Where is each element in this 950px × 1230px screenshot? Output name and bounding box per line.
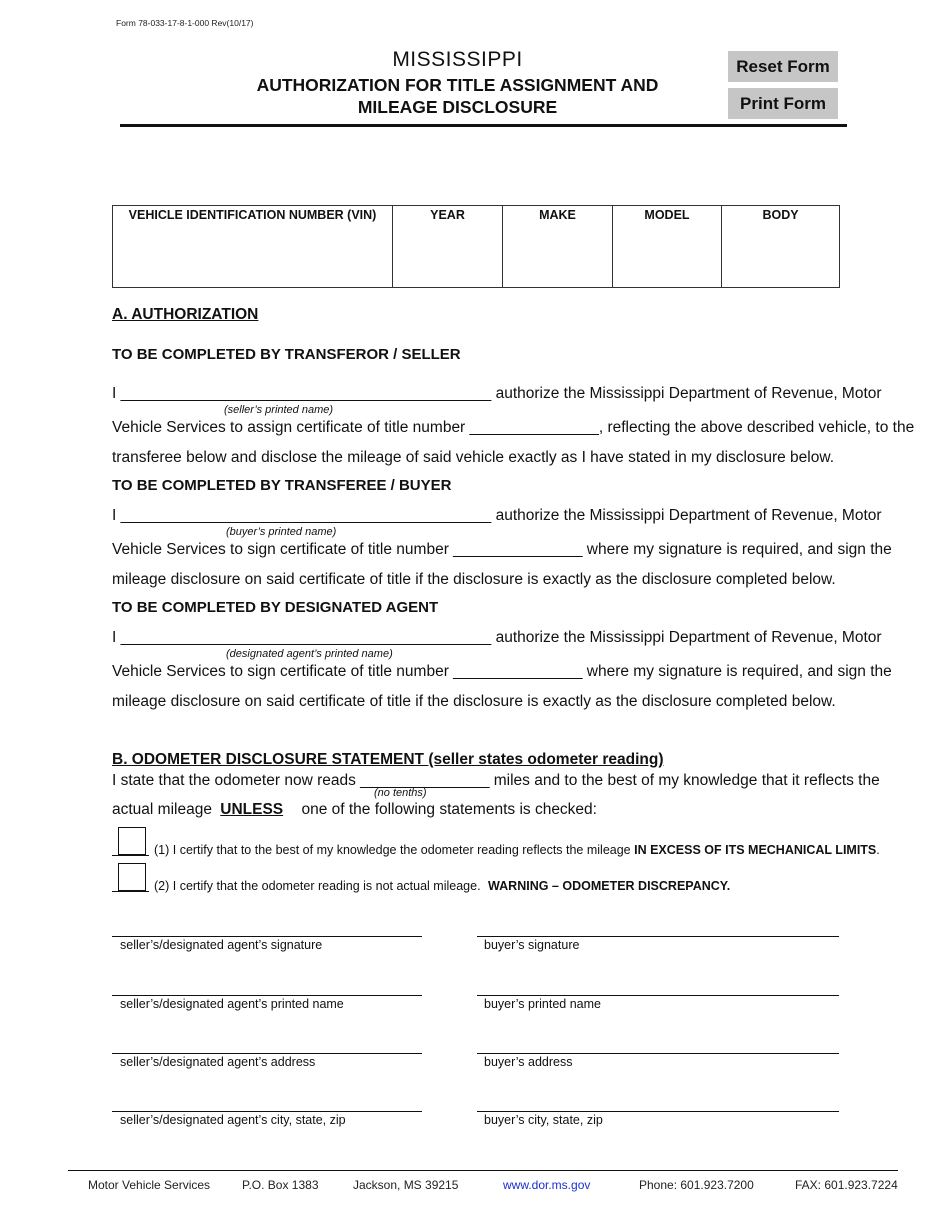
print-form-button[interactable]: Print Form (728, 88, 838, 119)
footer-website-link[interactable]: www.dor.ms.gov (503, 1178, 591, 1192)
agent-heading: TO BE COMPLETED BY DESIGNATED AGENT (112, 599, 439, 616)
seller-signature-label: seller’s/designated agent’s signature (120, 938, 323, 952)
seller-heading: TO BE COMPLETED BY TRANSFEROR / SELLER (112, 346, 461, 363)
excess-mechanical-limits: IN EXCESS OF ITS MECHANICAL LIMITS (634, 843, 877, 857)
form-number: Form 78-033-17-8-1-000 Rev(10/17) (116, 18, 254, 28)
title-line-2: MILEAGE DISCLOSURE (357, 97, 558, 117)
footer-city: Jackson, MS 39215 (353, 1178, 459, 1192)
footer-po-box: P.O. Box 1383 (242, 1178, 319, 1192)
make-header: MAKE (539, 208, 576, 222)
body-column[interactable] (722, 206, 840, 288)
vin-column[interactable] (113, 206, 393, 288)
seller-address-line[interactable] (112, 1053, 422, 1054)
year-header: YEAR (430, 208, 465, 222)
certify-not-actual-text (154, 879, 730, 893)
buyer-line-2[interactable]: Vehicle Services to sign certificate of title number _______________ where my signature is required, and sign the (112, 541, 892, 558)
reset-form-button[interactable]: Reset Form (728, 51, 838, 82)
odometer-discrepancy-warning: WARNING – ODOMETER DISCREPANCY. (488, 879, 731, 893)
buyer-address-label: buyer’s address (484, 1055, 573, 1069)
buyer-heading: TO BE COMPLETED BY TRANSFEREE / BUYER (112, 477, 452, 494)
body-input[interactable] (727, 244, 835, 261)
certify-excess-label: (1) I certify that to the best of my knowledge the odometer reading reflects the mileage (154, 843, 631, 857)
vin-input[interactable] (126, 244, 379, 261)
certify-excess-text (154, 843, 880, 857)
footer-department: Motor Vehicle Services (88, 1178, 211, 1192)
buyer-printed-name-label: buyer’s printed name (484, 997, 601, 1011)
buyer-signature-line[interactable] (477, 936, 839, 937)
make-input[interactable] (507, 244, 607, 261)
footer-phone: Phone: 601.923.7200 (639, 1178, 754, 1192)
buyer-line-3: mileage disclosure on said certificate of title if the disclosure is exactly as the disclosure completed below. (112, 571, 836, 588)
buyer-city-label: buyer’s city, state, zip (484, 1113, 603, 1127)
buyer-line-1[interactable]: I ___________________________________________ authorize the Mississippi Department of Revenue, Motor (112, 507, 882, 524)
header-divider (120, 124, 847, 127)
seller-name-caption: (seller’s printed name) (224, 404, 334, 416)
seller-line-3: transferee below and disclose the mileage of said vehicle exactly as I have stated in my disclosure below. (112, 449, 834, 466)
state-title: MISSISSIPPI (392, 48, 523, 71)
footer-divider (68, 1170, 898, 1171)
no-tenths-caption: (no tenths) (374, 787, 427, 799)
seller-printed-name-label: seller’s/designated agent’s printed name (120, 997, 344, 1011)
odometer-line-1[interactable]: I state that the odometer now reads _______________ miles and to the best of my knowledge that it reflects the (112, 772, 880, 789)
year-input[interactable] (397, 244, 497, 261)
seller-signature-line[interactable] (112, 936, 422, 937)
checkbox-2-underline (112, 891, 149, 892)
buyer-name-caption: (buyer’s printed name) (226, 526, 337, 538)
title-line-1: AUTHORIZATION FOR TITLE ASSIGNMENT AND (256, 75, 659, 95)
unless-text: UNLESS (220, 801, 284, 818)
buyer-signature-label: buyer’s signature (484, 938, 580, 952)
certify-not-actual-label: (2) I certify that the odometer reading is not actual mileage. (154, 879, 481, 893)
not-actual-mileage-checkbox[interactable] (118, 863, 146, 891)
seller-printed-name-line[interactable] (112, 995, 422, 996)
odometer-line-2 (112, 801, 852, 819)
agent-line-2[interactable]: Vehicle Services to sign certificate of title number _______________ where my signature is required, and sign the (112, 663, 892, 680)
statements-text: one of the following statements is checked: (301, 801, 597, 818)
body-header: BODY (762, 208, 799, 222)
buyer-city-line[interactable] (477, 1111, 839, 1112)
agent-name-caption: (designated agent’s printed name) (226, 648, 393, 660)
section-a-heading: A. AUTHORIZATION (112, 306, 259, 323)
agent-line-1[interactable]: I ___________________________________________ authorize the Mississippi Department of Revenue, Motor (112, 629, 882, 646)
excess-limits-checkbox[interactable] (118, 827, 146, 855)
seller-address-label: seller’s/designated agent’s address (120, 1055, 316, 1069)
footer-fax: FAX: 601.923.7224 (795, 1178, 898, 1192)
seller-line-2[interactable]: Vehicle Services to assign certificate of title number _______________, reflecting the above described vehicle, to the (112, 419, 915, 436)
year-column[interactable] (393, 206, 503, 288)
seller-line-1[interactable]: I ___________________________________________ authorize the Mississippi Department of Revenue, Motor (112, 385, 882, 402)
section-b-heading: B. ODOMETER DISCLOSURE STATEMENT (seller states odometer reading) (112, 751, 664, 768)
buyer-address-line[interactable] (477, 1053, 839, 1054)
buyer-printed-name-line[interactable] (477, 995, 839, 996)
agent-line-3: mileage disclosure on said certificate of title if the disclosure is exactly as the disclosure completed below. (112, 693, 836, 710)
page-title (225, 74, 690, 118)
seller-city-label: seller’s/designated agent’s city, state, zip (120, 1113, 346, 1127)
seller-city-line[interactable] (112, 1111, 422, 1112)
model-header: MODEL (644, 208, 690, 222)
vehicle-table (112, 205, 840, 288)
checkbox-1-underline (112, 855, 149, 856)
actual-mileage-text: actual mileage (112, 801, 212, 818)
make-column[interactable] (503, 206, 613, 288)
vin-header: VEHICLE IDENTIFICATION NUMBER (VIN) (128, 208, 377, 222)
model-column[interactable] (613, 206, 722, 288)
certify-excess-period: . (876, 843, 880, 857)
model-input[interactable] (617, 244, 716, 261)
